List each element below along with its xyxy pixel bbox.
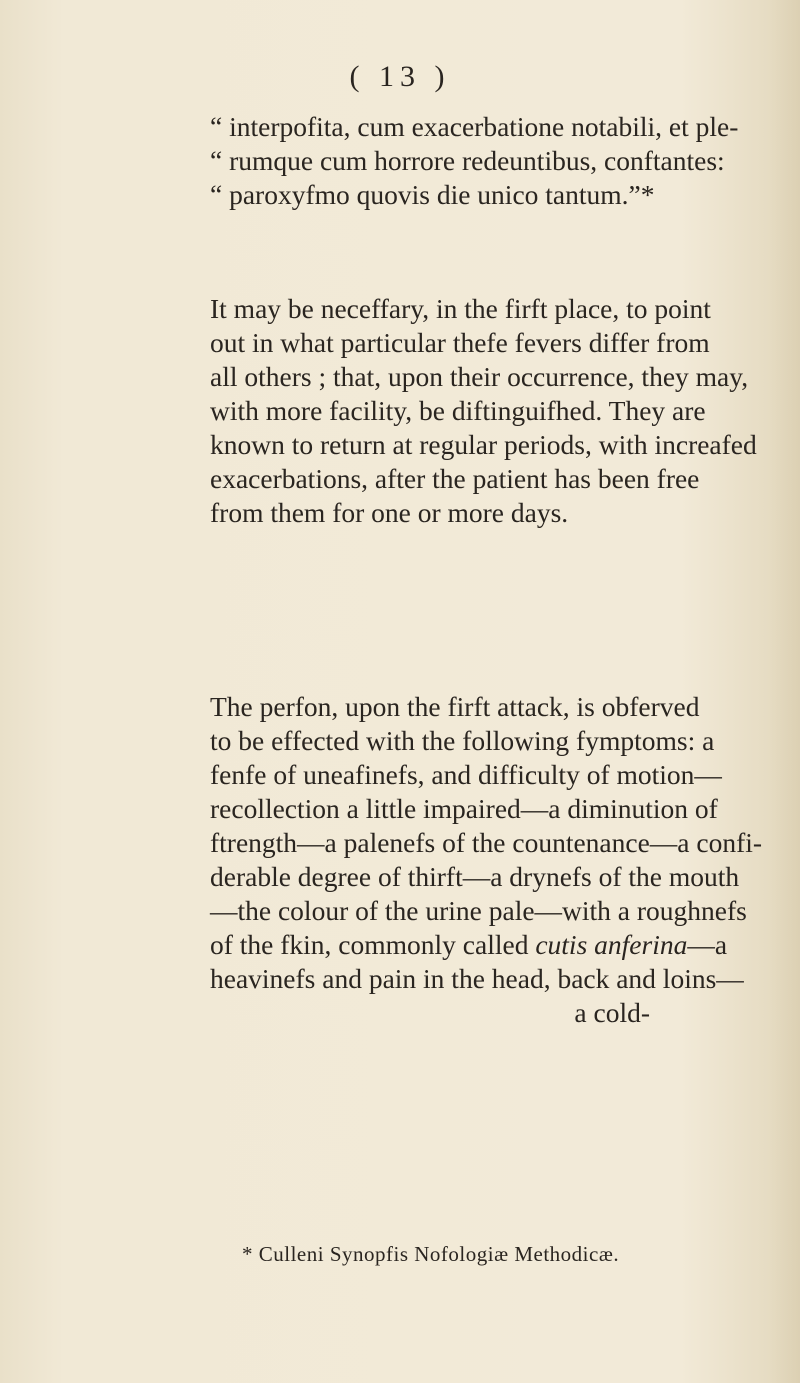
text-line: out in what particular thefe fevers differ from: [210, 327, 710, 358]
paragraph-symptoms: [210, 690, 763, 1030]
catchword: a cold-: [574, 997, 650, 1028]
text-line: heavinefs and pain in the head, back and loins—: [210, 963, 744, 994]
text-line: known to return at regular periods, with increafed: [210, 429, 757, 460]
text-line: fenfe of uneafinefs, and difficulty of motion—: [210, 759, 722, 790]
footnote: * Culleni Synopfis Nofologiæ Methodicæ.: [242, 1242, 620, 1266]
text-line: It may be neceffary, in the firft place, to point: [210, 293, 711, 324]
text-line: ftrength—a palenefs of the countenance—a confi-: [210, 827, 763, 858]
text-line: recollection a little impaired—a diminution of: [210, 793, 718, 824]
italic-term: cutis anferina: [535, 929, 688, 960]
quote-line: “ interpofita, cum exacerbatione notabili, et ple-: [210, 111, 739, 142]
text-fragment: —a: [687, 929, 728, 960]
page-number: ( 13 ): [349, 60, 451, 93]
text-line: The perfon, upon the firft attack, is obferved: [210, 691, 700, 722]
text-line: with more facility, be diftinguifhed. They are: [210, 395, 706, 426]
quote-line: “ paroxyfmo quovis die unico tantum.”*: [210, 179, 655, 210]
paragraph-fevers: [210, 292, 757, 530]
text-line: from them for one or more days.: [210, 497, 569, 528]
latin-quotation: [210, 110, 739, 212]
text-line: to be effected with the following fymptoms: a: [210, 725, 715, 756]
text-line: exacerbations, after the patient has been free: [210, 463, 700, 494]
text-line-with-italic: [210, 928, 728, 962]
quote-line: “ rumque cum horrore redeuntibus, conftantes:: [210, 145, 725, 176]
text-line: derable degree of thirft—a drynefs of the mouth: [210, 861, 740, 892]
text-line: —the colour of the urine pale—with a roughnefs: [210, 895, 747, 926]
text-fragment: of the fkin, commonly called: [210, 929, 536, 960]
text-line: all others ; that, upon their occurrence, they may,: [210, 361, 749, 392]
